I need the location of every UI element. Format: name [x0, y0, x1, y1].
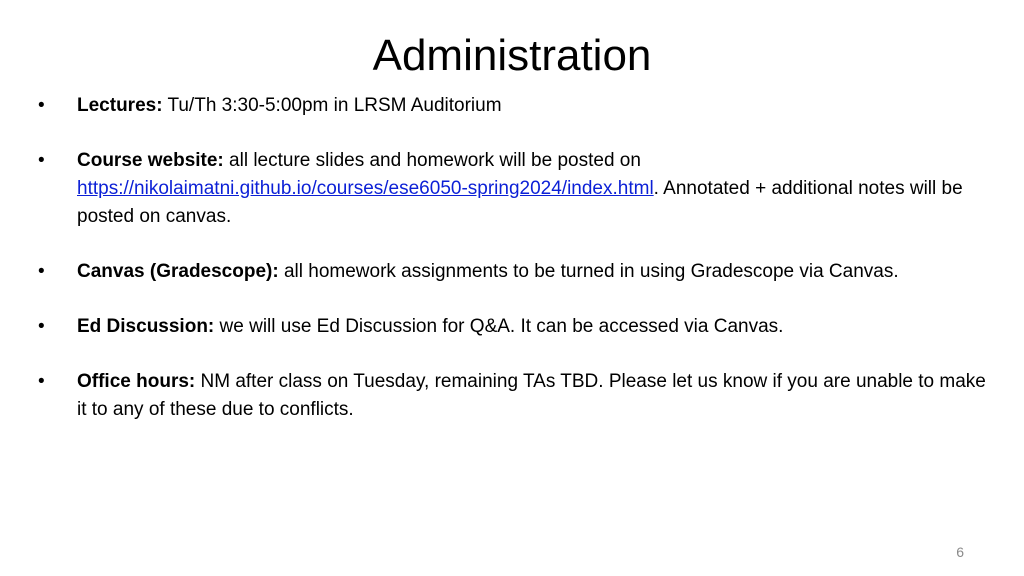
bullet-text: all homework assignments to be turned in using Gradescope via Canvas.	[278, 261, 899, 282]
slide-title: Administration	[372, 31, 652, 80]
bullet-list	[38, 92, 988, 451]
bullet-label: Canvas (Gradescope):	[77, 261, 279, 282]
bullet-icon: •	[38, 150, 45, 171]
bullet-canvas	[38, 258, 988, 286]
page-number: 6	[956, 544, 964, 560]
bullet-icon: •	[38, 316, 45, 337]
bullet-text-continued: . Annotated + additional notes will be posted on canvas.	[77, 178, 963, 227]
bullet-ed-discussion	[38, 313, 988, 341]
bullet-icon: •	[38, 95, 45, 116]
bullet-text: we will use Ed Discussion for Q&A. It can be accessed via Canvas.	[214, 316, 784, 337]
bullet-course-website	[38, 147, 988, 231]
bullet-text: NM after class on Tuesday, remaining TAs TBD. Please let us know if you are unable to make it to any of these due to conflicts.	[77, 371, 986, 420]
bullet-office-hours	[38, 368, 988, 424]
bullet-label: Lectures:	[77, 95, 163, 116]
bullet-lectures	[38, 92, 988, 120]
bullet-icon: •	[38, 261, 45, 282]
bullet-text: Tu/Th 3:30-5:00pm in LRSM Auditorium	[162, 95, 502, 116]
bullet-label: Course website:	[77, 150, 224, 171]
bullet-text: all lecture slides and homework will be posted on	[223, 150, 641, 171]
bullet-label: Office hours:	[77, 371, 196, 392]
course-website-link[interactable]: https://nikolaimatni.github.io/courses/ese6050-spring2024/index.html	[77, 178, 654, 199]
bullet-label: Ed Discussion:	[77, 316, 215, 337]
bullet-icon: •	[38, 371, 45, 392]
